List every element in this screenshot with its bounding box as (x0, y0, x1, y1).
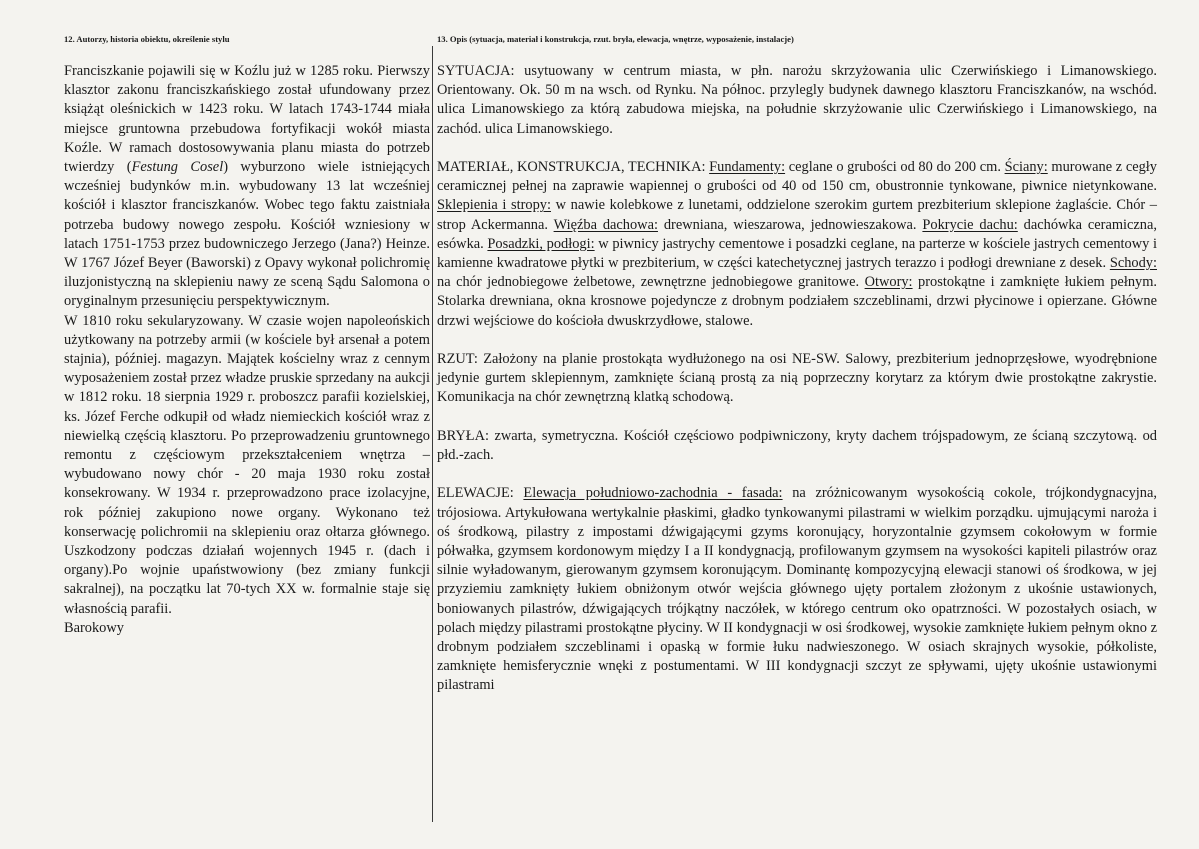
section-material: MATERIAŁ, KONSTRUKCJA, TECHNIKA: Fundamenty: ceglane o grubości od 80 do 200 cm. Ściany: murowane z cegły ceramicznej pełnej na zaprawie wapiennej o grubości od 40 od 150 cm, obustronnie tynkowane, piwnice nietynkowane. Sklepienia i stropy: w nawie kolebkowe z lunetami, oddzielone szerokim gurtem prezbiterium sklepione żaglaście. Chór – strop Ackermanna. Więźba dachowa: drewniana, wieszarowa, jednowieszakowa. Pokrycie dachu: dachówka ceramiczna, esówka. Posadzki, podłogi: w piwnicy jastrychy cementowe i posadzki ceglane, na parterze w kościele jastrych cementowy i kamienne kwadratowe płytki w prezbiterium, w części katechetycznej jastrych terazzo i podłogi drewniane z desek. Schody: na chór jednobiegowe żelbetowe, zewnętrzne jednobiegowe granitowe. Otwory: prostokątne i zamknięte łukiem pełnym. Stolarka drewniana, okna krosnowe pojedyncze z drobnym podziałem szczeblinami, drzwi płycinowe i opierzane. Główne drzwi wejściowe do kościoła dwuskrzydłowe, stalowe. (437, 159, 1157, 329)
column-divider (432, 46, 433, 822)
style-designation: Barokowy (64, 619, 124, 636)
history-paragraph-1: Franciszkanie pojawili się w Koźlu już w 1285 roku. Pierwszy klasztor zakonu franciszkańskiego został ufundowany przez książąt oleśnickich w 1423 roku. W latach 1743-1744 miała miejsce gruntowna przebudowa fortyfikacji wokół miasta Koźle. W ramach dostosowywania planu miasta do potrzeb twierdzy (Festung Cosel) wyburzono wiele istniejących wcześniej budynków m.in. wybudowany 13 lat wcześniej kościół i klasztor franciszkanów. Wobec tego faktu zaistniała potrzeba budowy nowego zespołu. Kościół wzniesiony w latach 1751-1753 przez budowniczego Jerzego (Jana?) Heinze. W 1767 Józef Beyer (Baworski) z Opavy wykonał polichromię iluzjonistyczną na sklepieniu nawy ze sceną Sądu Salomona o oryginalnym przesunięciu perspektywicznym. (64, 63, 430, 310)
left-column (64, 32, 430, 638)
section-bryla: BRYŁA: zwarta, symetryczna. Kościół częściowo podpiwniczony, kryty dachem trójspadowym, ze ścianą szczytową. od płd.-zach. (437, 427, 1157, 464)
left-column-heading: 12. Autorzy, historia obiektu, określenie stylu (64, 34, 230, 44)
right-column-heading: 13. Opis (sytuacja, materiał i konstrukcja, rzut. bryła, elewacja, wnętrze, wyposażenie, instalacje) (437, 34, 794, 44)
right-column (437, 32, 1157, 696)
section-rzut: RZUT: Założony na planie prostokąta wydłużonego na osi NE-SW. Salowy, prezbiterium jednoprzęsłowe, wyodrębnione jedynie gurtem sklepiennym, zamknięte ścianą prostą za nią poprzeczny korytarz za którym dwie prostokątne zakrystie. Komunikacja na chór zewnętrzną klatką schodową. (437, 351, 1157, 406)
section-sytuacja: SYTUACJA: usytuowany w centrum miasta, w płn. narożu skrzyżowania ulic Czerwińskiego i Limanowskiego. Orientowany. Ok. 50 m na wsch. od Rynku. Na północ. przylegly budynek dawnego klasztoru Franciszkanów, na wschód. ulica Limanowskiego za którą zabudowa miejska, na południe skrzyżowanie ulic Czerwińskiego i Limanowskiego, na zachód. ulica Limanowskiego. (437, 63, 1157, 137)
section-elewacje: ELEWACJE: Elewacja południowo-zachodnia - fasada: na zróżnicowanym wysokością cokole, trójkondygnacyjna, trójosiowa. Artykułowana wertykalnie płaskimi, gładko tynkowanymi pilastrami w wielkim porządku. ujmującymi naroża i oś środkową, pilastry z impostami dźwigającymi gzyms koronujący, horyzontalnie gzymsem cokołowym w formie półwałka, gzymsem kordonowym między I a II kondygnacją, profilowanym gzymsem na wysokości kapiteli pilastrów oraz silnie wyładowanym, gierowanym gzymsem koronującym. Dominantę kompozycyjną elewacji stanowi oś środkowa, w jej przyziemiu zamknięty łukiem obniżonym otwór wejścia głównego ujęty portalem złożonym z ukośnie ustawionych, boniowanych pilastrów, dźwigających trójkątny naczółek, w którego centrum oko opatrzności. W pozostałych osiach, w polach między pilastrami prostokątne płyciny. W II kondygnacji w osi środkowej, wysokie zamknięte łukiem pełnym okno z drobnym podziałem szczeblinami i opaską w formie łuku nadwieszonego. W osiach skrajnych wysokie, półkoliste, zamknięte hemisferycznie wnęki z postumentami. W III kondygnacji szczyt ze spływami, ujęty ukośnie ustawionymi pilastrami (437, 485, 1157, 694)
history-paragraph-2: W 1810 roku sekularyzowany. W czasie wojen napoleońskich użytkowany na potrzeby armii (w kościele był arsenał a potem stajnia), później. magazyn. Majątek kościelny wraz z cennym wyposażeniem został przez władze pruskie sprzedany na aukcji w 1812 roku. 18 sierpnia 1929 r. proboszcz parafii kozielskiej, ks. Józef Ferche odkupił od władz niemieckich kościół wraz z niewielką częścią klasztoru. Po przeprowadzeniu gruntownego remontu z częściowym przekształceniem wnętrza – wybudowano nowy chór - 20 maja 1930 roku został konsekrowany. W 1934 r. przeprowadzono prace izolacyjne, rok później zakupiono nowe organy. Wykonano też konserwację polichromii na sklepieniu oraz ołtarza głównego. Uszkodzony podczas działań wojennych 1945 r. (dach i organy).Po wojnie upaństwowiony (bez zmiany funkcji sakralnej), na początku lat 70-tych XX w. formalnie staje się własnością parafii. (64, 312, 430, 617)
